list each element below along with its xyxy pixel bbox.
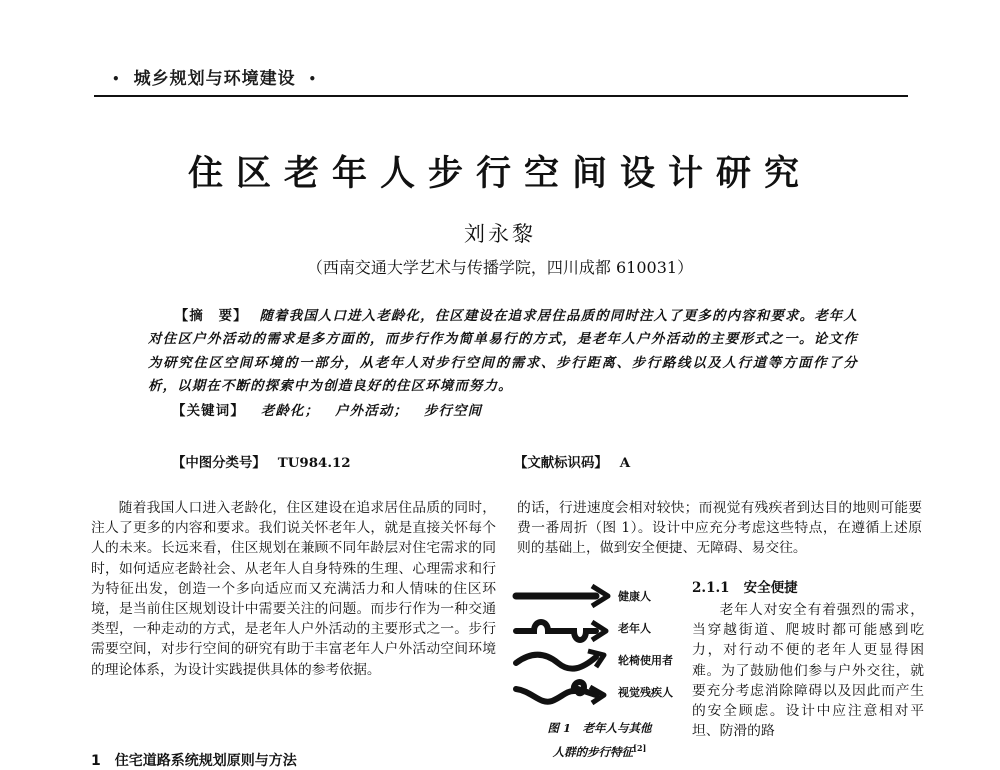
body-left-column <box>91 498 496 680</box>
keyword: 步行空间 <box>423 403 483 419</box>
keyword: 老龄化； <box>260 403 320 419</box>
author-affiliation: （西南交通大学艺术与传播学院，四川成都 610031） <box>306 258 694 277</box>
keyword: 户外活动； <box>335 403 409 419</box>
curl-arrow-icon <box>512 677 612 707</box>
doc-code-value: A <box>619 455 631 471</box>
section-heading: 1 住宅道路系统规划原则与方法 <box>91 753 297 769</box>
keywords-label: 【关键词】 <box>172 404 245 419</box>
article-title: 住区老年人步行空间设计研究 <box>187 154 812 194</box>
subsection-title: 安全便捷 <box>743 580 798 596</box>
clc-number <box>172 452 351 471</box>
clc-label: 【中图分类号】 <box>172 456 266 471</box>
figure-1 <box>512 580 687 708</box>
subsection-paragraph: 老年人对安全有着强烈的需求，当穿越街道、爬坡时都可能感到吃力，对行动不便的老年人更显得困难。为了鼓励他们参与户外交往，就要充分考虑消除障碍以及因此而产生的安全顾虑。设计中应注意相对平坦、防滑的路 <box>692 602 924 740</box>
subsection-heading <box>692 576 798 596</box>
intro-paragraph: 随着我国人口进入老龄化，住区建设在追求居住品质的同时，注人了更多的内容和要求。我们说关怀老年人，就是直接关怀每个人的未来。长远来看，住区规划在兼顾不同年龄层对住宅需求的同时，如何适应老龄社会、从老年人自身特殊的生理、心理需求和行为特征出发，创造一个多向适应而又充满活力和人情味的住区环境，是当前住区规划设计中需要关注的问题。而步行作为一种交通类型，一种走动的方式，是老年人户外活动的主要形式之一。步行需要空间，对步行空间的研究有助于丰富老年人户外活动空间环境的理论体系，为设计实践提供具体的参考依据。 <box>91 500 496 678</box>
doc-code-label: 【文献标识码】 <box>514 456 608 471</box>
caption-line: 人群的步行特征 <box>552 744 634 759</box>
keywords <box>172 400 482 419</box>
header-divider <box>94 95 908 97</box>
abstract <box>148 305 858 399</box>
bullet-icon: • <box>112 72 121 86</box>
figure-label: 轮椅使用者 <box>618 654 673 667</box>
figure-row <box>512 612 687 644</box>
figure-label: 老年人 <box>618 622 651 635</box>
straight-arrow-icon <box>512 581 612 611</box>
figure-row <box>512 676 687 708</box>
figure-label: 视觉残疾人 <box>618 686 673 699</box>
clc-value: TU984.12 <box>277 455 351 471</box>
document-code <box>514 452 630 471</box>
wavy-arrow-icon <box>512 645 612 675</box>
figure-row <box>512 644 687 676</box>
body-right-column-top <box>517 498 922 559</box>
figure-caption <box>512 718 687 762</box>
section-label: 城乡规划与环境建设 <box>133 69 296 89</box>
bullet-icon: • <box>308 72 318 86</box>
journal-section-header <box>106 64 323 89</box>
right-paragraph: 的话，行进速度会相对较快；而视觉有残疾者到达目的地则可能要费一番周折（图 1）。设计中应充分考虑这些特点，在遵循上述原则的基础上，做到安全便捷、无障碍、易交往。 <box>517 500 922 557</box>
figure-label: 健康人 <box>618 590 651 603</box>
abstract-label: 【摘 要】 <box>174 309 248 324</box>
author-name: 刘永黎 <box>464 222 536 246</box>
body-right-column <box>692 600 924 741</box>
caption-line: 图 1 老年人与其他 <box>547 721 652 735</box>
subsection-number: 2.1.1 <box>692 580 730 596</box>
citation-ref: [2] <box>633 743 647 753</box>
abstract-text: 随着我国人口进入老龄化，住区建设在追求居住品质的同时注入了更多的内容和要求。老年人对住区户外活动的需求是多方面的，而步行作为简单易行的方式，是老年人户外活动的主要形式之一。论文作为研究住区空间环境的一部分，从老年人对步行空间的需求、步行距离、步行路线以及人行道等方面作了分析，以期在不断的探索中为创造良好的住区环境而努力。 <box>148 308 858 395</box>
figure-row <box>512 580 687 612</box>
looped-arrow-icon <box>512 613 612 643</box>
